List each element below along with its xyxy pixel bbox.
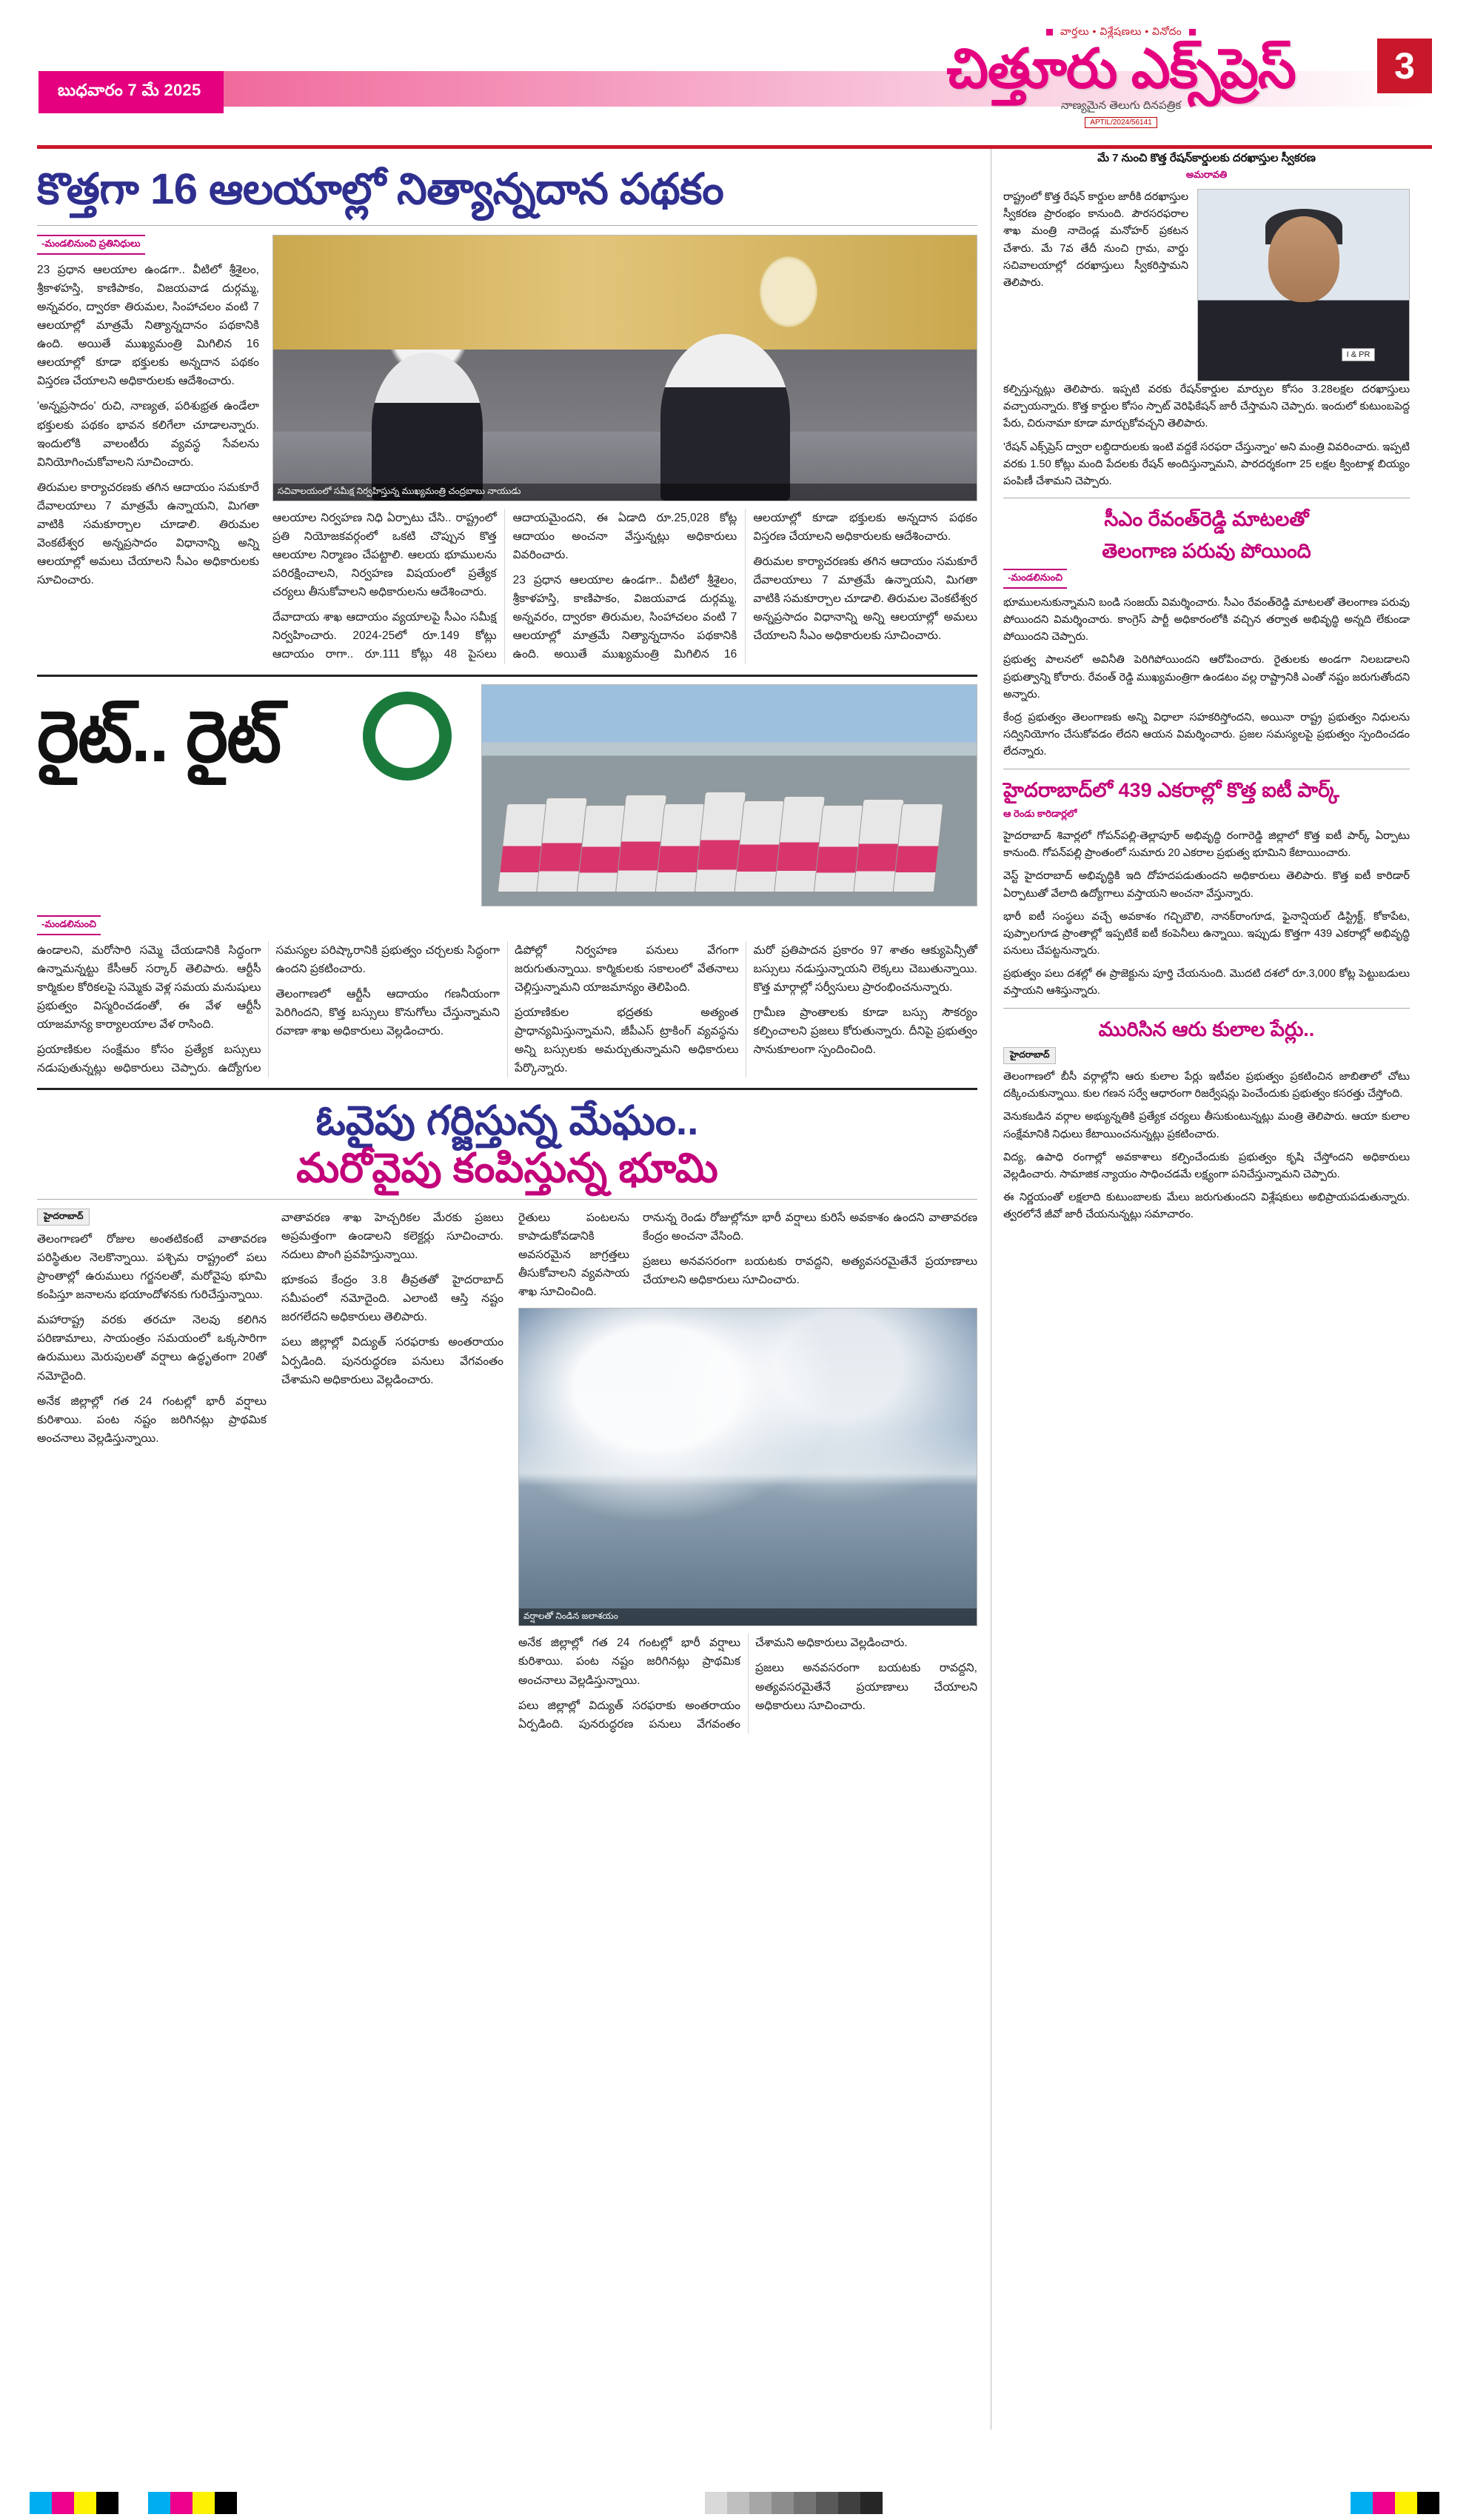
- feature-para-2b: అనేక జిల్లాల్లో గత 24 గంటల్లో భారీ వర్షాలు కురిశాయి. పంట నష్టం జరిగినట్లు ప్రాథమిక అంచనాలు వెల్లడిస్తున్నాయి.: [518, 1637, 740, 1687]
- ration-dateline: అమరావతి: [1185, 169, 1228, 180]
- section-divider-2: [37, 1088, 977, 1090]
- buses-display-headline: రైట్.. రైట్: [37, 697, 281, 777]
- feature-para-8b: ప్రజలు అనవసరంగా బయటకు రావద్దని, అత్యవసరమైతేనే ప్రయాణాలు చేయాలని అధికారులు సూచించారు.: [755, 1662, 977, 1712]
- right-rail: [991, 149, 1410, 2430]
- square-bullet-icon: [1046, 29, 1053, 36]
- lead-para-3: ఆలయాల నిర్వహణ నిధి ఏర్పాటు చేసి.. రాష్ట్రంలో ప్రతి నియోజకవర్గంలో ఒకటి చొప్పున కొత్త ఆలయాల నిర్మాణం చేపట్టాలి. ఆలయ భూములను పరిరక్షించాలని, నిర్వహణ విషయంలో ప్రత్యేక చర్యలు తీసుకోవాలని అధికారులను ఆదేశించారు.: [272, 511, 497, 599]
- ration-para-0: రాష్ట్రంలో కొత్త రేషన్ కార్డుల జారీకి దరఖాస్తుల స్వీకరణ ప్రారంభం కానుంది. పౌరసరఫరాల శాఖ మంత్రి నాదెండ్ల మనోహర్ ప్రకటన చేశారు. మే 7వ తేదీ నుంచి గ్రామ, వార్డు సచివాలయాల్లో దరఖాస్తులు స్వీకరిస్తామని తెలిపారు.: [1003, 191, 1188, 289]
- lead-para-2b: తిరుమల కార్యాచరణకు తగిన ఆదాయం సమకూరే దేవాలయాలు 7 మాత్రమే ఉన్నాయని, మిగతా వాటికి సమకూర్చాల చూడాలి. తిరుమల వెంకటేశ్వర అన్నప్రసాదం విధానాన్ని అన్ని ఆలయాల్లో అమలు చేయాలని సీఎం అధికారులకు సూచించారు.: [753, 555, 977, 643]
- castes-para-3: ఈ నిర్ణయంతో లక్షలాది కుటుంబాలకు మేలు జరుగుతుందని విశ్లేషకులు అభిప్రాయపడుతున్నారు. త్వరలోనే జీవో జారీ చేయనున్నట్లు సమాచారం.: [1003, 1192, 1410, 1221]
- lead-para-0: 23 ప్రధాన ఆలయాల ఉండగా.. వీటిలో శ్రీశైలం, శ్రీకాళహస్తి, కాణిపాకం, విజయవాడ దుర్గమ్మ, అన్నవరం, ద్వారకా తిరుమల, సింహాచలం వంటి 7 ఆలయాల్లో మాత్రమే నిత్యాన్నదానం పథకానికి ఉంది. అయితే ముఖ్యమంత్రి మిగిలిన 16 ఆలయాల్లో కూడా భక్తులకు అన్నదాన పథకం విస్తరణ చేయాలని అధికారులకు ఆదేశించారు.: [37, 263, 259, 388]
- revanth-para-2: కేంద్ర ప్రభుత్వం తెలంగాణకు అన్ని విధాలా సహకరిస్తోందని, అయినా రాష్ట్ర ప్రభుత్వం నిధులను సద్వినియోగం చేసుకోవడం లేదని ఆయన విమర్శించారు. ప్రజల సమస్యలపై ప్రభుత్వం స్పందించడం లేదన్నారు.: [1003, 712, 1410, 758]
- it-park-para-0: హైదరాబాద్ శివార్లలో గోపన్‌పల్లి-తెల్లాపూర్ అభివృద్ధి రంగారెడ్డి జిల్లాలో కొత్త ఐటీ పార్క్ ఏర్పాటు కానుంది. గోపన్‌పల్లి ప్రాంతంలో సుమారు 20 ఎకరాల ప్రభుత్వ భూమిని కేటాయించారు.: [1003, 829, 1410, 860]
- logo-registration: APTIL/2024/56141: [1085, 117, 1157, 128]
- buses-para-2: తెలంగాణలో ఆర్టీసీ ఆదాయం గణనీయంగా పెరిగిందని, కొత్త బస్సులు కొనుగోలు చేస్తున్నామని రవాణా శాఖ అధికారులు వెల్లడించారు.: [275, 987, 500, 1037]
- main-column: [37, 149, 977, 2430]
- ration-card-story: [1003, 152, 1410, 490]
- government-emblem-icon: [755, 251, 822, 332]
- page-number-badge: 3: [1377, 39, 1432, 93]
- revanth-para-1: ప్రభుత్వ పాలనలో అవినీతి పెరిగిపోయిందని ఆరోపించారు. రైతులకు అండగా నిలబడాలని ప్రభుత్వాన్ని కోరారు. రేవంత్ రెడ్డి ముఖ్యమంత్రిగా ఉండటం వల్ల రాష్ట్రానికి ఎంతో నష్టం జరుగుతోందని అన్నారు.: [1003, 654, 1410, 701]
- photo-face: [1268, 216, 1339, 302]
- logo-top-text: వార్తలు • విశ్లేషణలు • వినోదం: [1060, 25, 1182, 37]
- feature-para-5: పలు జిల్లాల్లో విద్యుత్ సరఫరాకు అంతరాయం ఏర్పడింది. పునరుద్ధరణ పనులు వేగవంతం చేశామని అధికారులు వెల్లడించారు.: [281, 1336, 503, 1386]
- ration-para-1: కల్పిస్తున్నట్లు తెలిపారు. ఇప్పటి వరకు రేషన్‌కార్డుల మార్పుల కోసం 3.28లక్షల దరఖాస్తులు వచ్చాయన్నారు. కొత్త కార్డుల కోసం స్పాట్ వెరిఫికేషన్ జారీ చేస్తామని చెప్పారు. ఇందులో కుటుంబపెద్ద పేరు, చిరునామా కూడా మార్చుకోవచ్చని తెలిపారు.: [1003, 384, 1410, 430]
- it-park-para-3: ప్రభుత్వం పలు దశల్లో ఈ ప్రాజెక్టును పూర్తి చేయనుంది. మొదటి దశలో రూ.3,000 కోట్ల పెట్టుబడులు వస్తాయని ఆశిస్తున్నారు.: [1003, 968, 1410, 997]
- lead-photo-caption: సచివాలయంలో సమీక్ష నిర్వహిస్తున్న ముఖ్యమంత్రి చంద్రబాబు నాయుడు: [273, 484, 977, 501]
- gray-scale-group: [705, 2492, 883, 2514]
- feature-para-7: రానున్న రెండు రోజుల్లోనూ భారీ వర్షాలు కురిసే అవకాశం ఉందని వాతావరణ కేంద్రం అంచనా వేసింది.: [643, 1211, 977, 1243]
- revanth-headline-line2: తెలంగాణ పరువు పోయింది: [1102, 539, 1311, 562]
- buses-byline: -మండలినుంచి: [37, 915, 101, 935]
- feature-headline-line2: మరోవైపు కంపిస్తున్న భూమి: [296, 1144, 718, 1191]
- minister-photo: [1197, 189, 1410, 381]
- cmyk-group-right: [1351, 2492, 1439, 2514]
- cmyk-group-left: [30, 2492, 118, 2514]
- feature-para-0: తెలంగాణలో రోజుల అంతటికంటే వాతావరణ పరిస్థితుల నెలకొన్నాయి. పశ్చిమ రాష్ట్రంలో పలు ప్రాంతాల్లో ఉరుములు గర్జనలతో, మరోవైపు భూమి కంపిస్తూ జనాలను భయాందోళనకు గురిచేస్తున్నాయి.: [37, 1232, 267, 1302]
- feature-dateline: హైదరాబాద్: [37, 1209, 90, 1226]
- issue-date: బుధవారం 7 మే 2025: [39, 71, 224, 113]
- revanth-para-0: భూములనుకున్నామని బండి సంజయ్ విమర్శించారు. సీఎం రేవంత్‌రెడ్డి మాటలతో తెలంగాణ పరువు పోయిందని విమర్శించారు. కాంగ్రెస్ పార్టీ అధికారంలోకి వచ్చిన తర్వాత అభివృద్ధి అన్నది లేకుండా పోయిందని చెప్పారు.: [1003, 596, 1410, 644]
- bc-castes-story: [1003, 1017, 1410, 1224]
- divider: [37, 225, 977, 226]
- ration-para-2: 'రేషన్ ఎక్స్‌ప్రెస్ ద్వారా లబ్ధిదారులకు ఇంటి వద్దకే సరఫరా చేస్తున్నాం' అని మంత్రి వివరించారు. ఇప్పటి వరకు 1.50 కోట్లు మంది పేదలకు రేషన్ అందిస్తున్నామని, పారదర్శకంగా 25 లక్షల క్వింటాళ్ల బియ్యం పంపిణీ చేశామని చెప్పారు.: [1003, 441, 1410, 487]
- lead-para-1: 'అన్నప్రసాదం' రుచి, నాణ్యత, పరిశుభ్రత ఉండేలా భక్తులకు పథకం భావన కలిగేలా చూడాలన్నారు. ఇందులోకి వాలంటీరు వ్యవస్థ సేవలను వినియోగించుకోవాలని సూచించారు.: [37, 400, 259, 469]
- it-park-headline: హైదరాబాద్‌లో 439 ఎకరాల్లో కొత్త ఐటీ పార్క్: [1003, 778, 1339, 801]
- weather-feature-story: [37, 1097, 977, 1734]
- buses-para-4: ప్రయాణికుల భద్రతకు అత్యంత ప్రాధాన్యమిస్తున్నామని, జీపీఎస్ ట్రాకింగ్ వ్యవస్థను అన్ని బస్సులకు అమర్చుతున్నామని అధికారులు పేర్కొన్నారు.: [515, 1006, 739, 1075]
- buses-story: [37, 684, 977, 1078]
- buses-para-5: మరో ప్రతిపాదన ప్రకారం 97 శాతం ఆక్యుపెన్సీతో బస్సులు నడుస్తున్నాయని లెక్కలు చెబుతున్నాయి. కొత్త మార్గాల్లో సర్వీసులు ప్రారంభించనున్నారు.: [753, 943, 977, 994]
- newspaper-logo: [884, 25, 1358, 128]
- lead-byline: -మండలినుంచి ప్రతినిధులు: [37, 235, 145, 255]
- castes-dateline: హైదరాబాద్: [1003, 1047, 1056, 1064]
- revanth-headline-line1: సీఎం రేవంత్‌రెడ్డి మాటలతో: [1104, 508, 1309, 531]
- feature-photo: [518, 1308, 977, 1626]
- feature-para-5b: పలు జిల్లాల్లో విద్యుత్ సరఫరాకు అంతరాయం ఏర్పడింది. పునరుద్ధరణ పనులు వేగవంతం చేశామని అధికారులు వెల్లడించారు.: [518, 1637, 908, 1731]
- lead-para-0b: 23 ప్రధాన ఆలయాల ఉండగా.. వీటిలో శ్రీశైలం, శ్రీకాళహస్తి, కాణిపాకం, విజయవాడ దుర్గమ్మ, అన్నవరం, ద్వారకా తిరుమల, సింహాచలం వంటి 7 ఆలయాల్లో మాత్రమే నిత్యాన్నదానం పథకానికి ఉంది. అయితే ముఖ్యమంత్రి మిగిలిన 16 ఆలయాల్లో కూడా భక్తులకు అన్నదాన పథకం విస్తరణ చేయాలని అధికారులకు ఆదేశించారు.: [512, 511, 977, 661]
- buses-para-1: ప్రయాణికుల సంక్షేమం కోసం ప్రత్యేక బస్సులు నడుపుతున్నట్లు అధికారులు చెప్పారు. ఉద్యోగుల సమస్యల పరిష్కారానికి ప్రభుత్వం చర్చలకు సిద్ధంగా ఉందని ప్రకటించారు.: [37, 943, 500, 1075]
- square-bullet-icon: [1189, 29, 1196, 36]
- it-park-story: [1003, 778, 1410, 1000]
- it-park-subhead: ఆ రెండు కారిడార్లలో: [1003, 807, 1077, 819]
- it-park-para-1: వెస్ట్ హైదరాబాద్ అభివృద్ధికి ఇది దోహదపడుతుందని అధికారులు తెలిపారు. కొత్త ఐటీ కారిడార్ ఏర్పాటుతో వేలాది ఉద్యోగాలు వస్తాయని అంచనా వేస్తున్నారు.: [1003, 870, 1410, 900]
- lead-para-2: తిరుమల కార్యాచరణకు తగిన ఆదాయం సమకూరే దేవాలయాలు 7 మాత్రమే ఉన్నాయని, మిగతా వాటికి సమకూర్చాల చూడాలి. తిరుమల వెంకటేశ్వర అన్నప్రసాదం విధానాన్ని అన్ని ఆలయాల్లో అమలు చేయాలని సీఎం అధికారులకు సూచించారు.: [37, 481, 259, 587]
- logo-subtitle: నాణ్యమైన తెలుగు దినపత్రిక: [1060, 99, 1182, 112]
- logo-title: చిత్తూరు ఎక్స్‌ప్రెస్: [946, 38, 1296, 99]
- it-park-para-2: భారీ ఐటీ సంస్థలు వచ్చే అవకాశం గచ్చిబౌలి, నానక్‌రాంగూడ, ఫైనాన్షియల్ డిస్ట్రిక్ట్, కోకాపేట, పుప్పాలగూడ ప్రాంతాల్లో ఇప్పటికే ఐటీ కంపెనీలు ఉన్నాయి. ఇప్పుడు కొత్తగా 439 ఎకరాల్లో అభివృద్ధి పనులు చేపట్టనున్నారు.: [1003, 910, 1410, 957]
- lead-story: [37, 165, 977, 664]
- castes-para-2: విద్య, ఉపాధి రంగాల్లో అవకాశాలు కల్పించేందుకు ప్రభుత్వం కృషి చేస్తోందని అధికారులు వెల్లడించారు. సామాజిక న్యాయం సాధించడమే లక్ష్యంగా పనిచేస్తున్నామని చెప్పారు.: [1003, 1151, 1410, 1180]
- rtc-logo-icon: [363, 692, 452, 781]
- feature-para-6: రైతులు పంటలను కాపాడుకోవడానికి అవసరమైన జాగ్రత్తలు తీసుకోవాలని వ్యవసాయ శాఖ సూచించింది.: [518, 1211, 629, 1299]
- revanth-byline: -మండలినుంచి: [1003, 569, 1067, 589]
- page-content: [0, 149, 1469, 2430]
- section-divider: [37, 675, 977, 677]
- feature-para-8: ప్రజలు అనవసరంగా బయటకు రావద్దని, అత్యవసరమైతేనే ప్రయాణాలు చేయాలని అధికారులు సూచించారు.: [643, 1255, 977, 1287]
- castes-para-0: తెలంగాణలో బీసీ వర్గాల్లోని ఆరు కులాల పేర్లు ఇటీవల ప్రభుత్వం ప్రకటించిన జాబితాలో చోటు దక్కించుకున్నాయి. కుల గణన సర్వే ఆధారంగా రిజర్వేషన్లు పెంచేందుకు ప్రభుత్వం కసరత్తు చేస్తోంది.: [1003, 1071, 1410, 1100]
- masthead: [0, 0, 1469, 141]
- feature-para-1: మహారాష్ట్ర వరకు తరచూ నెలవు కలిగిన పరిణామాలు, సాయంత్రం సమయంలో ఒక్కసారిగా ఉరుములు మెరుపులతో వర్షాలు ఉద్ధృతంగా 20తో నమోదైంది.: [37, 1314, 267, 1383]
- buses-para-6: గ్రామీణ ప్రాంతాలకు కూడా బస్సు సౌకర్యం కల్పించాలని ప్రజలు కోరుతున్నారు. దీనిపై ప్రభుత్వం సానుకూలంగా స్పందించింది.: [753, 1006, 977, 1057]
- photo-person-official: [372, 352, 483, 501]
- feature-para-4: భూకంప కేంద్రం 3.8 తీవ్రతతో హైదరాబాద్ సమీపంలో నమోదైంది. ఎలాంటి ఆస్తి నష్టం జరగలేదని అధికారులు తెలిపారు.: [281, 1274, 503, 1324]
- castes-para-1: వెనుకబడిన వర్గాల అభ్యున్నతికి ప్రత్యేక చర్యలు తీసుకుంటున్నట్లు మంత్రి తెలిపారు. ఆయా కులాల సంక్షేమానికి నిధులు కేటాయించనున్నట్లు ప్రకటించారు.: [1003, 1111, 1410, 1140]
- buses-photo: [481, 684, 977, 906]
- photo-person-chief-minister: [660, 334, 790, 501]
- lead-headline: కొత్తగా 16 ఆలయాల్లో నిత్యాన్నదాన పథకం: [37, 165, 724, 213]
- castes-headline: మురిసిన ఆరు కులాల పేర్లు..: [1098, 1017, 1315, 1040]
- revanth-reddy-story: [1003, 507, 1410, 761]
- feature-para-2: అనేక జిల్లాల్లో గత 24 గంటల్లో భారీ వర్షాలు కురిశాయి. పంట నష్టం జరిగినట్లు ప్రాథమిక అంచనాలు వెల్లడిస్తున్నాయి.: [37, 1394, 267, 1445]
- divider-3: [37, 1199, 977, 1200]
- photo-press-badge: I & PR: [1342, 348, 1376, 361]
- ration-kicker: మే 7 నుంచి కొత్త రేషన్‌కార్డులకు దరఖాస్తుల స్వీకరణ: [1097, 152, 1316, 164]
- feature-para-3: వాతావరణ శాఖ హెచ్చరికల మేరకు ప్రజలు అప్రమత్తంగా ఉండాలని కలెక్టర్లు సూచించారు. నదులు పొంగి ప్రవహిస్తున్నాయి.: [281, 1211, 503, 1262]
- lead-para-4: దేవాదాయ శాఖ ఆదాయం వ్యయాలపై సీఎం సమీక్ష నిర్వహించారు. 2024-25లో రూ.149 కోట్లు ఆదాయం రాగా.. రూ.111 కోట్లు 48 పైసలు ఆదాయమైందని, ఈ ఏడాది రూ.25,028 కోట్ల ఆదాయం అంచనా వేస్తున్నట్లు అధికారులు వివరించారు.: [272, 511, 737, 661]
- rail-divider-3: [1003, 1008, 1410, 1009]
- lead-photo: [272, 235, 977, 501]
- buses-para-3: డిపోల్లో నిర్వహణ పనులు వేగంగా జరుగుతున్నాయి. కార్మికులకు సకాలంలో వేతనాలు చెల్లిస్తున్నామని యాజమాన్యం తెలిపింది.: [515, 943, 739, 994]
- photo-backdrop: [273, 235, 977, 350]
- feature-headline-line1: ఓవైపు గర్జిస్తున్న మేఘం..: [315, 1097, 699, 1144]
- cmyk-group-left-2: [148, 2492, 237, 2514]
- buses-para-0: ఉండాలని, మరోసారి సమ్మె చేయడానికి సిద్ధంగా ఉన్నామన్నట్టు కేసీఆర్ సర్కార్ తెలిపారు. ఆర్టీసీ కార్మికుల కోరికలపై సమ్మెకు వెళ్ల సమయ మనుషులు ప్రభుత్వం విస్మరించడంతో, ఈ వేళ ఆర్టీసీ యాజమాన్య కార్యాలయాల వేళ రాసింది.: [37, 943, 261, 1031]
- print-color-bar: [0, 2486, 1469, 2520]
- feature-photo-caption: వర్షాలతో నిండిన జలాశయం: [519, 1608, 977, 1625]
